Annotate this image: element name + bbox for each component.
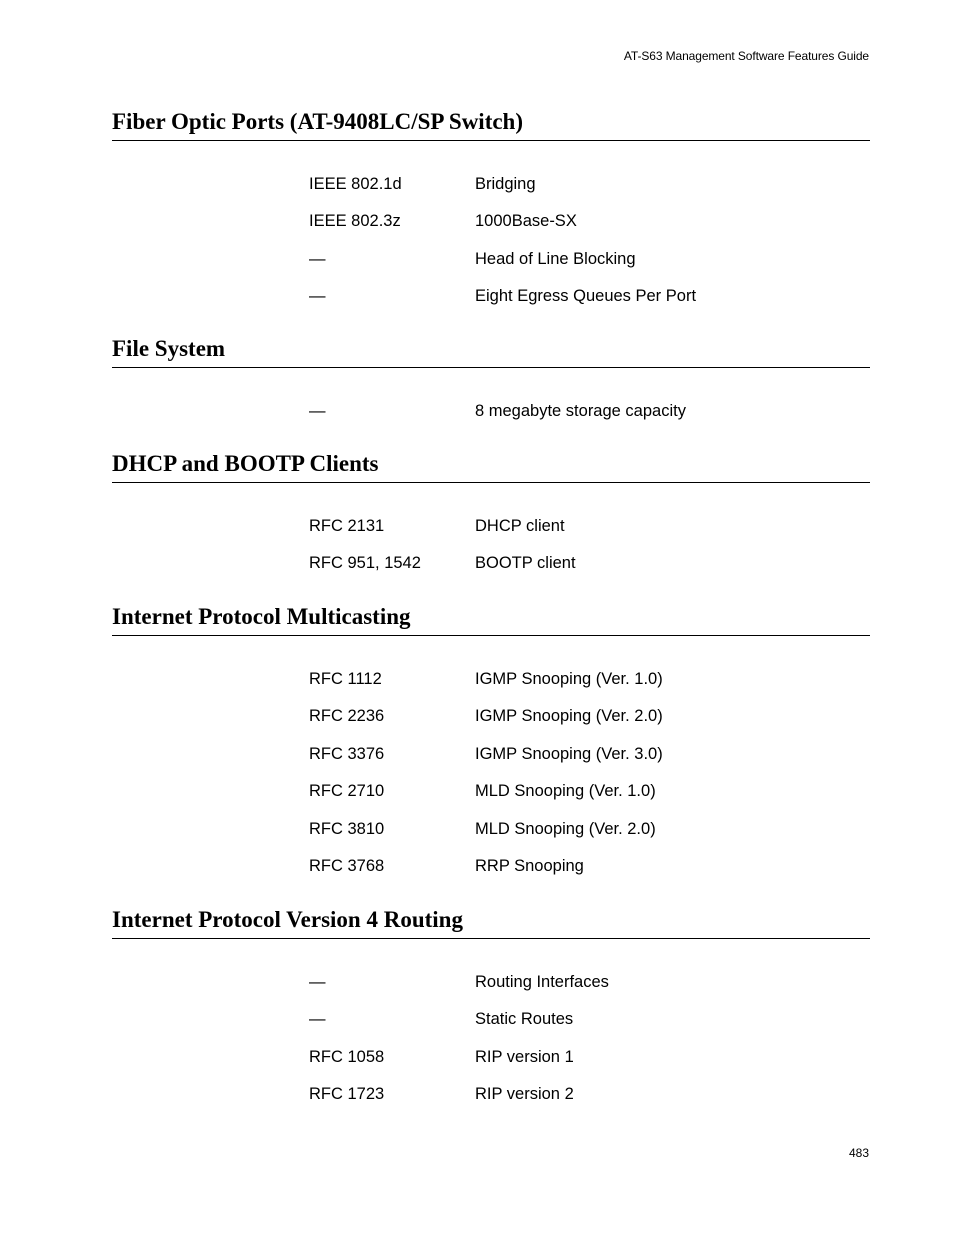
section-ipv4-routing bbox=[112, 906, 870, 1122]
feature-description: Eight Egress Queues Per Port bbox=[475, 287, 697, 306]
standard-reference: RFC 2131 bbox=[309, 517, 385, 535]
running-header: AT-S63 Management Software Features Guide bbox=[623, 49, 869, 63]
feature-description: Head of Line Blocking bbox=[475, 249, 636, 268]
section-heading: Internet Protocol Multicasting bbox=[112, 603, 870, 636]
feature-list bbox=[112, 174, 870, 324]
standard-reference: RFC 1112 bbox=[309, 670, 382, 688]
feature-row bbox=[112, 1009, 870, 1046]
feature-description: DHCP client bbox=[475, 517, 565, 535]
feature-description: RIP version 2 bbox=[475, 1085, 574, 1104]
section-heading: Fiber Optic Ports (AT-9408LC/SP Switch) bbox=[112, 108, 870, 141]
standard-reference: RFC 1723 bbox=[309, 1085, 385, 1104]
feature-description: 1000Base-SX bbox=[475, 212, 577, 231]
feature-list bbox=[112, 669, 870, 893]
feature-row bbox=[112, 669, 870, 706]
feature-row bbox=[112, 972, 870, 1009]
standard-reference: RFC 1058 bbox=[309, 1047, 385, 1066]
standard-reference: RFC 2710 bbox=[309, 782, 385, 801]
standard-reference: RFC 3810 bbox=[309, 819, 385, 838]
feature-row bbox=[112, 781, 870, 818]
feature-description: MLD Snooping (Ver. 2.0) bbox=[475, 819, 656, 838]
standard-reference: — bbox=[309, 973, 326, 991]
feature-list bbox=[112, 972, 870, 1122]
section-heading: DHCP and BOOTP Clients bbox=[112, 450, 870, 483]
standard-reference: RFC 3768 bbox=[309, 856, 385, 875]
feature-row bbox=[112, 286, 870, 323]
feature-description: 8 megabyte storage capacity bbox=[475, 402, 686, 420]
feature-description: BOOTP client bbox=[475, 554, 576, 573]
feature-list bbox=[112, 401, 870, 438]
standard-reference: — bbox=[309, 249, 326, 268]
feature-description: RIP version 1 bbox=[475, 1047, 574, 1066]
section-heading: Internet Protocol Version 4 Routing bbox=[112, 906, 870, 939]
standard-reference: — bbox=[309, 402, 326, 420]
section-heading: File System bbox=[112, 335, 870, 368]
feature-description: IGMP Snooping (Ver. 2.0) bbox=[475, 707, 663, 726]
standard-reference: IEEE 802.1d bbox=[309, 175, 402, 193]
feature-description: Static Routes bbox=[475, 1010, 574, 1029]
feature-description: MLD Snooping (Ver. 1.0) bbox=[475, 782, 656, 801]
feature-row bbox=[112, 516, 870, 553]
feature-description: Bridging bbox=[475, 175, 536, 193]
feature-row bbox=[112, 211, 870, 248]
feature-row bbox=[112, 744, 870, 781]
section-file-system bbox=[112, 335, 870, 438]
feature-row bbox=[112, 706, 870, 743]
page-number: 483 bbox=[848, 1146, 869, 1160]
feature-description: IGMP Snooping (Ver. 3.0) bbox=[475, 744, 663, 763]
feature-description: RRP Snooping bbox=[475, 856, 584, 875]
feature-row bbox=[112, 1084, 870, 1121]
section-dhcp-bootp-clients bbox=[112, 450, 870, 591]
section-ip-multicasting bbox=[112, 603, 870, 893]
feature-row bbox=[112, 553, 870, 590]
feature-row bbox=[112, 401, 870, 438]
feature-row bbox=[112, 174, 870, 211]
standard-reference: RFC 3376 bbox=[309, 744, 385, 763]
standard-reference: RFC 2236 bbox=[309, 707, 385, 726]
section-fiber-optic-ports bbox=[112, 108, 870, 324]
standard-reference: RFC 951, 1542 bbox=[309, 554, 421, 573]
standard-reference: — bbox=[309, 287, 326, 306]
feature-description: Routing Interfaces bbox=[475, 973, 609, 991]
feature-description: IGMP Snooping (Ver. 1.0) bbox=[475, 670, 663, 688]
feature-row bbox=[112, 856, 870, 893]
standard-reference: — bbox=[309, 1010, 326, 1029]
feature-row bbox=[112, 819, 870, 856]
feature-list bbox=[112, 516, 870, 591]
standard-reference: IEEE 802.3z bbox=[309, 212, 401, 231]
feature-row bbox=[112, 249, 870, 286]
feature-row bbox=[112, 1047, 870, 1084]
